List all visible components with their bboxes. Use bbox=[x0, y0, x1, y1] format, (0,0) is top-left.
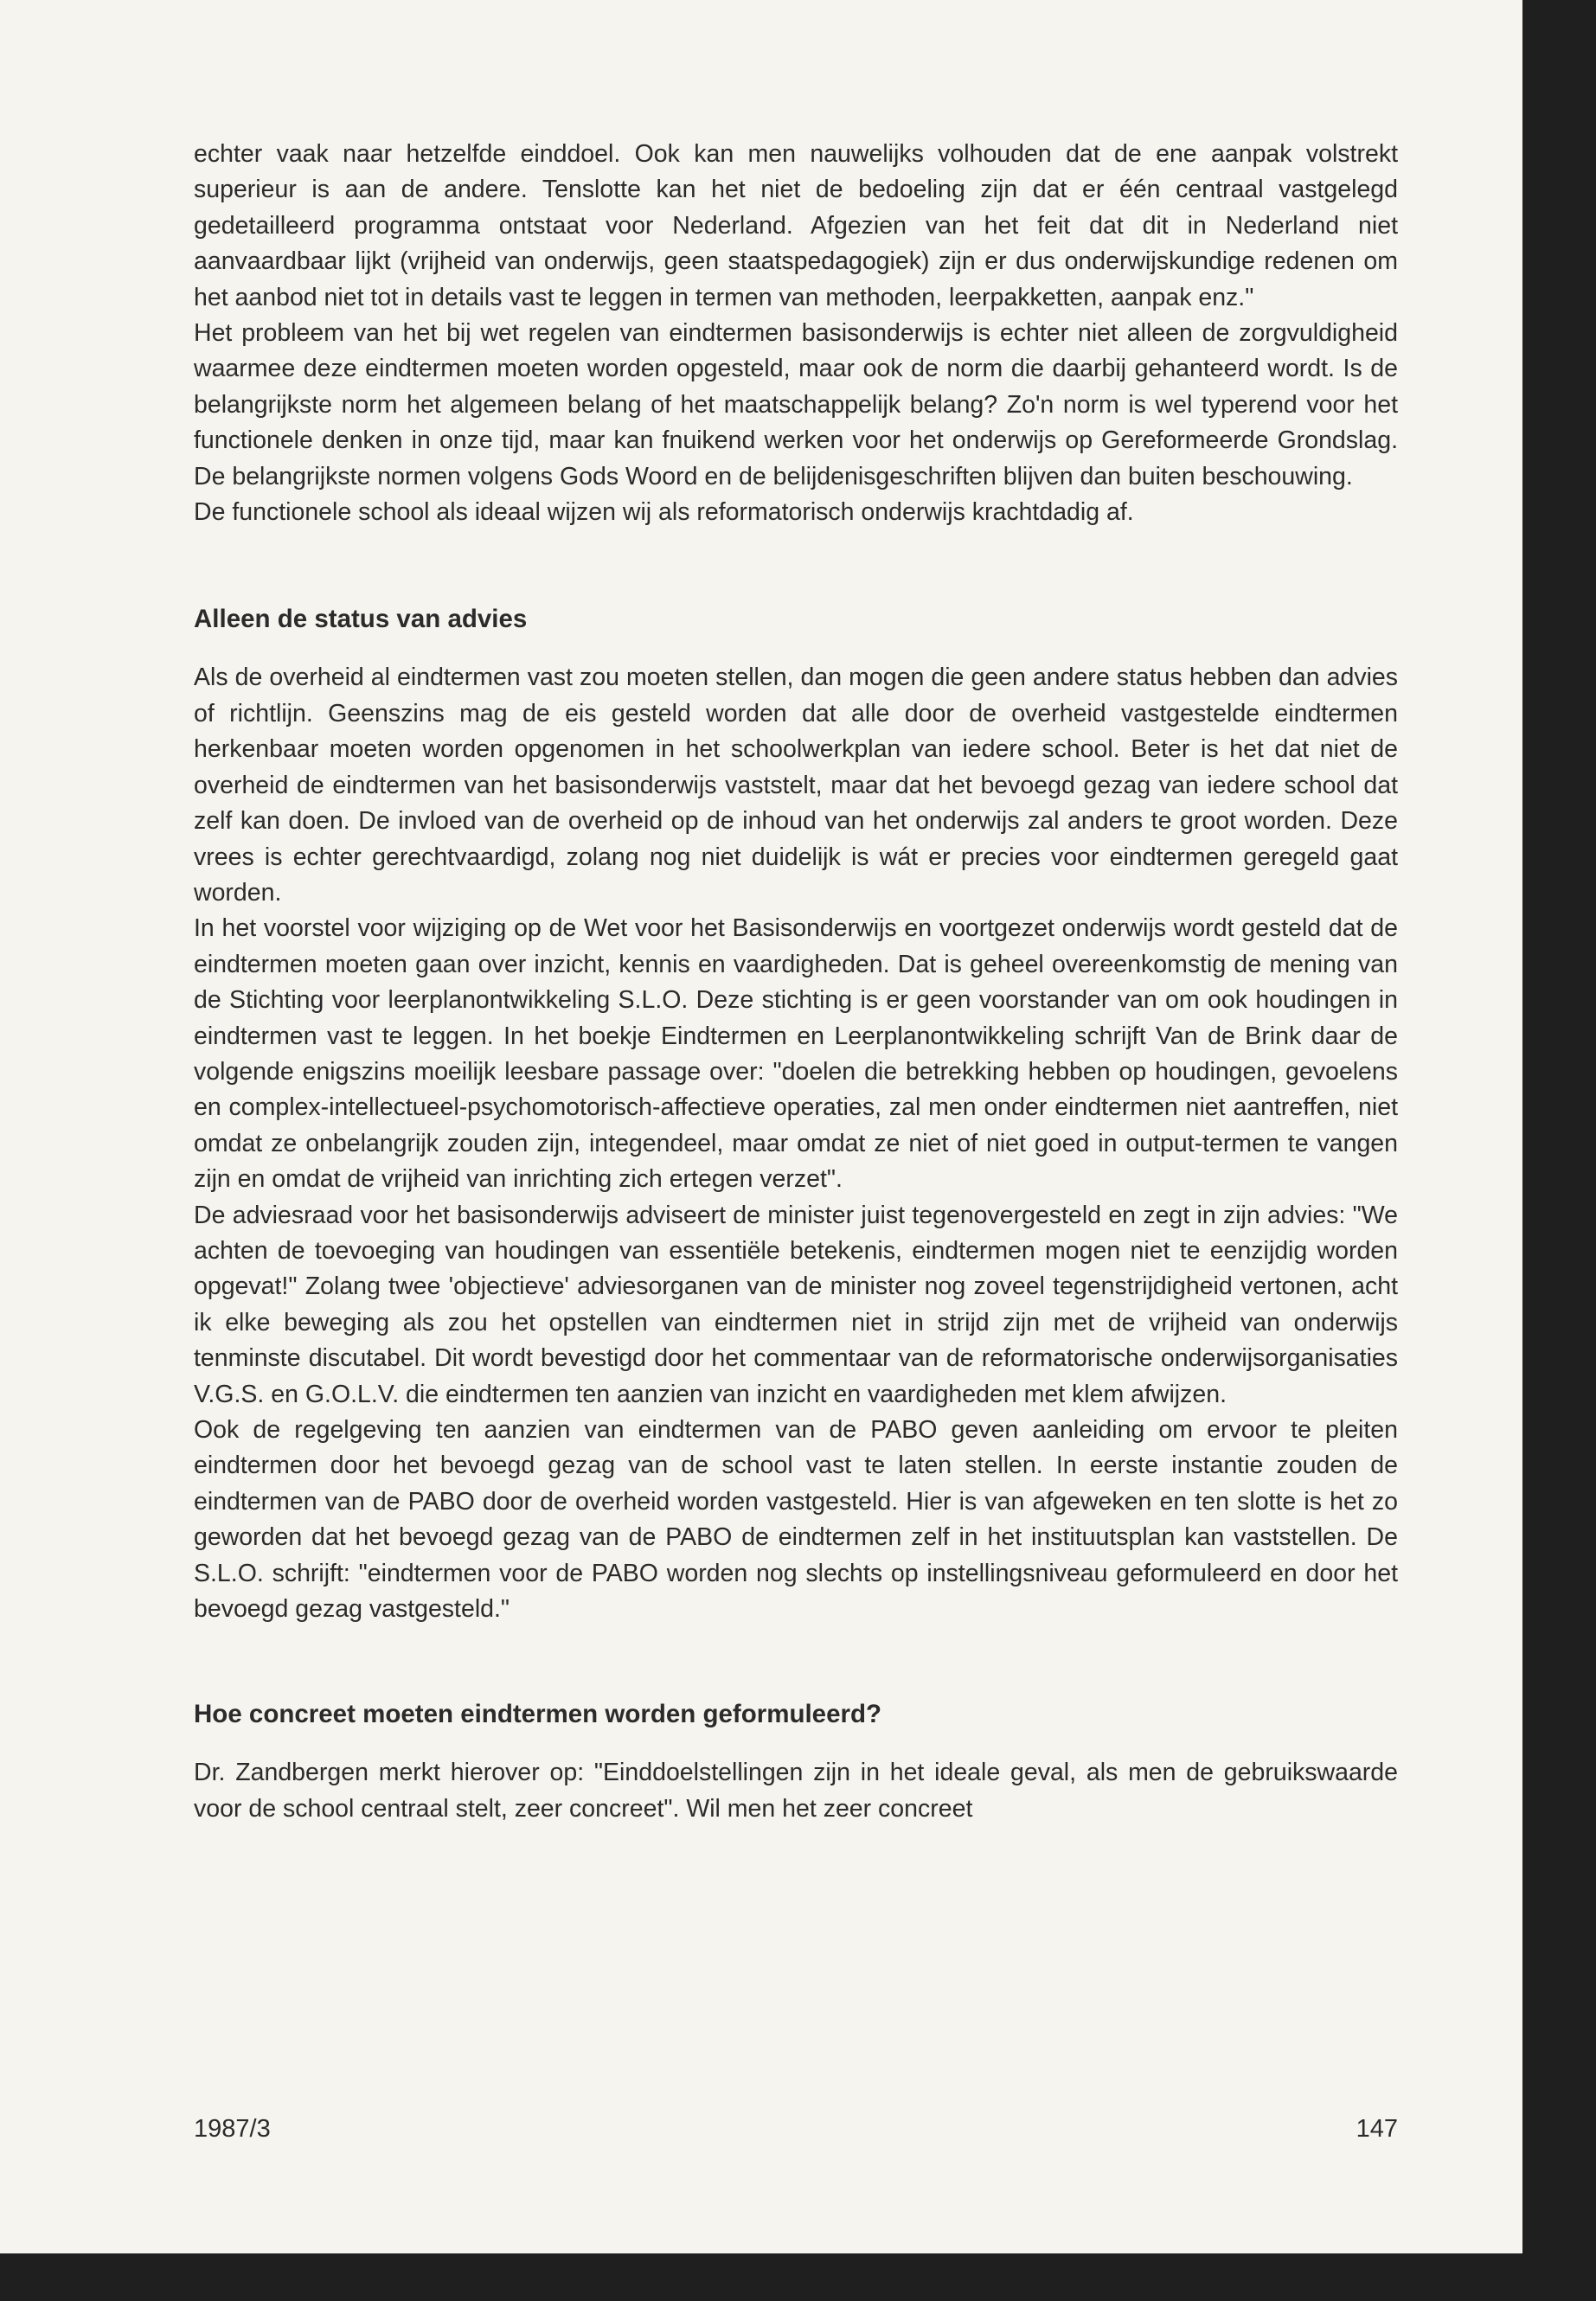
scan-border-bottom bbox=[0, 2253, 1596, 2301]
paragraph: In het voorstel voor wijziging op de Wet voor het Basisonderwijs en voortgezet onderwijs wordt gesteld dat de eindtermen moeten gaan over inzicht, kennis en vaardigheden. Dat is geheel overeenkomstig de mening van de Stichting voor leerplanontwikkeling S.L.O. Deze stichting is er geen voorstander van om ook houdingen in eindtermen vast te leggen. In het boekje Eindtermen en Leerplanontwikkeling schrijft Van de Brink daar de volgende enigszins moeilijk leesbare passage over: "doelen die betrekking hebben op houdingen, gevoelens en complex-intellectueel-psychomotorisch-affectieve operaties, zal men onder eindtermen niet aantreffen, niet omdat ze onbelangrijk zouden zijn, integendeel, maar omdat ze niet of niet goed in output-termen te vangen zijn en omdat de vrijheid van inrichting zich ertegen verzet". bbox=[194, 914, 1398, 1194]
paragraph: Ook de regelgeving ten aanzien van eindtermen van de PABO geven aanleiding om ervoor te pleiten eindtermen door het bevoegd gezag van de school vast te laten stellen. In eerste instantie zouden de eindtermen van de PABO door de overheid worden vastgesteld. Hier is van afgeweken en ten slotte is het zo geworden dat het bevoegd gezag van de PABO de eindtermen zelf in het instituutsplan kan vaststellen. De S.L.O. schrijft: "eindtermen voor de PABO worden nog slechts op instellingsniveau geformuleerd en door het bevoegd gezag vastgesteld." bbox=[194, 1416, 1398, 1624]
scan-border-right bbox=[1522, 0, 1596, 2301]
paragraph: Als de overheid al eindtermen vast zou moeten stellen, dan mogen die geen andere status hebben dan advies of richtlijn. Geenszins mag de eis gesteld worden dat alle door de overheid vastgestelde eindtermen herkenbaar moeten worden opgenomen in het schoolwerkplan van iedere school. Beter is het dat niet de overheid de eindtermen van het basisonderwijs vaststelt, maar dat het bevoegd gezag van iedere school dat zelf kan doen. De invloed van de overheid op de inhoud van het onderwijs zal anders te groot worden. Deze vrees is echter gerechtvaardigd, zolang nog niet duidelijk is wát er precies voor eindtermen geregeld gaat worden. bbox=[194, 663, 1398, 907]
section-heading-status-advies: Alleen de status van advies bbox=[194, 605, 528, 634]
section-concreet bbox=[194, 1755, 1398, 1827]
page-body bbox=[194, 137, 1398, 1827]
paragraph: De adviesraad voor het basisonderwijs adviseert de minister juist tegenovergesteld en zegt in zijn advies: "We achten de toevoeging van houdingen van essentiële betekenis, eindtermen mogen niet te eenzijdig worden opgevat!" Zolang twee 'objectieve' adviesorganen van de minister nog zoveel tegenstrijdigheid vertonen, acht ik elke beweging als zou het opstellen van eindtermen niet in strijd zijn met de vrijheid van onderwijs tenminste discutabel. Dit wordt bevestigd door het commentaar van de reformatorische onderwijsorganisaties V.G.S. en G.O.L.V. die eindtermen ten aanzien van inzicht en vaardigheden met klem afwijzen. bbox=[194, 1201, 1398, 1408]
page-number: 147 bbox=[1356, 2115, 1398, 2143]
paragraph: Dr. Zandbergen merkt hierover op: "Einddoelstellingen zijn in het ideale geval, als men de gebruikswaarde voor de school centraal stelt, zeer concreet". Wil men het zeer concreet bbox=[194, 1759, 1398, 1823]
intro-block bbox=[194, 137, 1398, 530]
section-heading-concreet: Hoe concreet moeten eindtermen worden geformuleerd? bbox=[194, 1700, 882, 1729]
paragraph: echter vaak naar hetzelfde einddoel. Ook kan men nauwelijks volhouden dat de ene aanpak volstrekt superieur is aan de andere. Tenslotte kan het niet de bedoeling zijn dat er één centraal vastgelegd gedetailleerd programma ontstaat voor Nederland. Afgezien van het feit dat dit in Nederland niet aanvaardbaar lijkt (vrijheid van onderwijs, geen staatspedagogiek) zijn er dus onderwijskundige redenen om het aanbod niet tot in details vast te leggen in termen van methoden, leerpakketten, aanpak enz." bbox=[194, 140, 1398, 311]
paragraph: De functionele school als ideaal wijzen wij als reformatorisch onderwijs krachtdadig af. bbox=[194, 498, 1134, 527]
paragraph: Het probleem van het bij wet regelen van eindtermen basisonderwijs is echter niet alleen de zorgvuldigheid waarmee deze eindtermen moeten worden opgesteld, maar ook de norm die daarbij gehanteerd wordt. Is de belangrijkste norm het algemeen belang of het maatschappelijk belang? Zo'n norm is wel typerend voor het functionele denken in onze tijd, maar kan fnuikend werken voor het onderwijs op Gereformeerde Grondslag. De belangrijkste normen volgens Gods Woord en de belijdenisgeschriften blijven dan buiten beschouwing. bbox=[194, 319, 1398, 490]
issue-number: 1987/3 bbox=[194, 2115, 271, 2143]
section-status-advies bbox=[194, 660, 1398, 1627]
